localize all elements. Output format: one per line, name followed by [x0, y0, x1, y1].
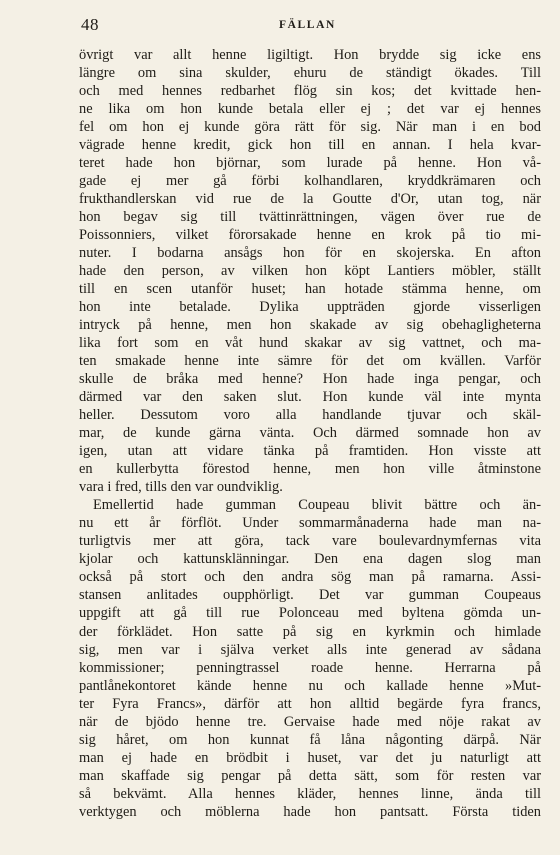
text-line: och med hennes redbarhet flög sin kos; det kvittade hen-: [79, 83, 541, 100]
text-line: verktygen och möblerna hade hon pantsatt. Första tiden: [79, 803, 541, 820]
text-line: frukthandlerskan vid rue de la Goutte d'Or, utan tog, när: [79, 191, 541, 208]
text-line: igen, utan att vidare tänka på framtiden. Hon visste att: [79, 443, 541, 460]
text-line: hade den person, av vilken hon köpt Lantiers möbler, ställt: [79, 263, 541, 280]
text-line: en kullerbytta förestod henne, men hon ville åtminstone: [79, 461, 541, 478]
page-header: [81, 15, 544, 39]
text-line: heller. Dessutom voro alla handlande tjuvar och skäl-: [79, 407, 541, 424]
text-line: uppgift att gå till rue Polonceau med byltena gömda un-: [79, 605, 541, 622]
text-line: därmed var den saken slut. Hon kunde väl inte mynta: [79, 389, 541, 406]
body-text: [79, 46, 541, 821]
text-line: ne lika om hon kunde betala eller ej ; det var ej hennes: [79, 101, 541, 118]
text-line: sig håret, om hon kunnat få låna någonting därpå. När: [79, 731, 541, 748]
text-line: ten smakade henne inte sämre för det om kvällen. Varför: [79, 353, 541, 370]
text-line: turligtvis mer att göra, tack vare boulevardnymfernas vita: [79, 533, 541, 550]
text-line: mar, de kunde gärna vänta. Och därmed somnade hon av: [79, 425, 541, 442]
text-line: hon inte betalade. Dylika uppträden gjorde visserligen: [79, 299, 541, 316]
text-line: der förklädet. Hon satte på sig en kyrkmin och himlade: [79, 623, 541, 640]
text-line: nuter. I bodarna ansågs hon för en skojerska. En afton: [79, 245, 541, 262]
text-line: man ej hade en brödbit i huset, var det ju naturligt att: [79, 749, 541, 766]
paragraph-end-line: vara i fred, tills den var oundviklig.: [79, 479, 283, 496]
text-line: nu ett år förflöt. Under sommarmånaderna hade man na-: [79, 515, 541, 532]
text-line: kjolar och kattunsklänningar. Den ena dagen slog man: [79, 551, 541, 568]
text-line: man skaffade sig pengar på detta sätt, som för resten var: [79, 767, 541, 784]
text-line: pantlånekontoret kände henne nu och kallade henne »Mut-: [79, 677, 541, 694]
text-line: stansen anlitades oupphörligt. Det var gumman Coupeaus: [79, 587, 541, 604]
text-line: sig, men var i själva verket alls inte generad av sådana: [79, 641, 541, 658]
text-line: kommissioner; penningtrassel roade henne. Herrarna på: [79, 659, 541, 676]
text-line: vägrade henne kredit, gick hon till en annan. I hela kvar-: [79, 137, 541, 154]
text-line: till en scen utanför huset; han hotade stämma henne, om: [79, 281, 541, 298]
text-line: ter Fyra Francs», därför att hon alltid begärde fyra francs,: [79, 695, 541, 712]
text-line: hon begav sig till tvättinrättningen, vägen över rue de: [79, 209, 541, 226]
text-line: gade ej mer gå förbi kolhandlaren, kryddkrämaren och: [79, 173, 541, 190]
text-line: längre om sina skulder, ehuru de ständigt ökades. Till: [79, 65, 541, 82]
text-line: övrigt var allt henne ligiltigt. Hon brydde sig icke ens: [79, 47, 541, 63]
page-number: 48: [81, 15, 99, 34]
text-line: intryck på henne, men hon skakade av sig obehagligheterna: [79, 317, 541, 334]
paragraph-first-line: Emellertid hade gumman Coupeau blivit bättre och än-: [93, 497, 541, 514]
text-line: fel om hon ej kunde göra rätt för sig. När man i en bod: [79, 119, 541, 136]
text-line: lika fort som en våt hund skakar av sig vattnet, och ma-: [79, 335, 541, 352]
text-line: också på stort och den andra sög man på ramarna. Assi-: [79, 569, 541, 586]
text-line: Poissonniers, vilket förorsakade henne en krok på tio mi-: [79, 227, 541, 244]
text-line: teret hade hon björnar, som lurade på henne. Hon vå-: [79, 155, 541, 172]
text-line: skulle de bråka med henne? Hon hade inga pengar, och: [79, 371, 541, 388]
text-line: när de bjödo henne tre. Gervaise hade med nöje rakat av: [79, 713, 541, 730]
running-title: FÄLLAN: [279, 19, 336, 31]
text-line: så bekvämt. Alla hennes kläder, hennes linne, ända till: [79, 785, 541, 802]
